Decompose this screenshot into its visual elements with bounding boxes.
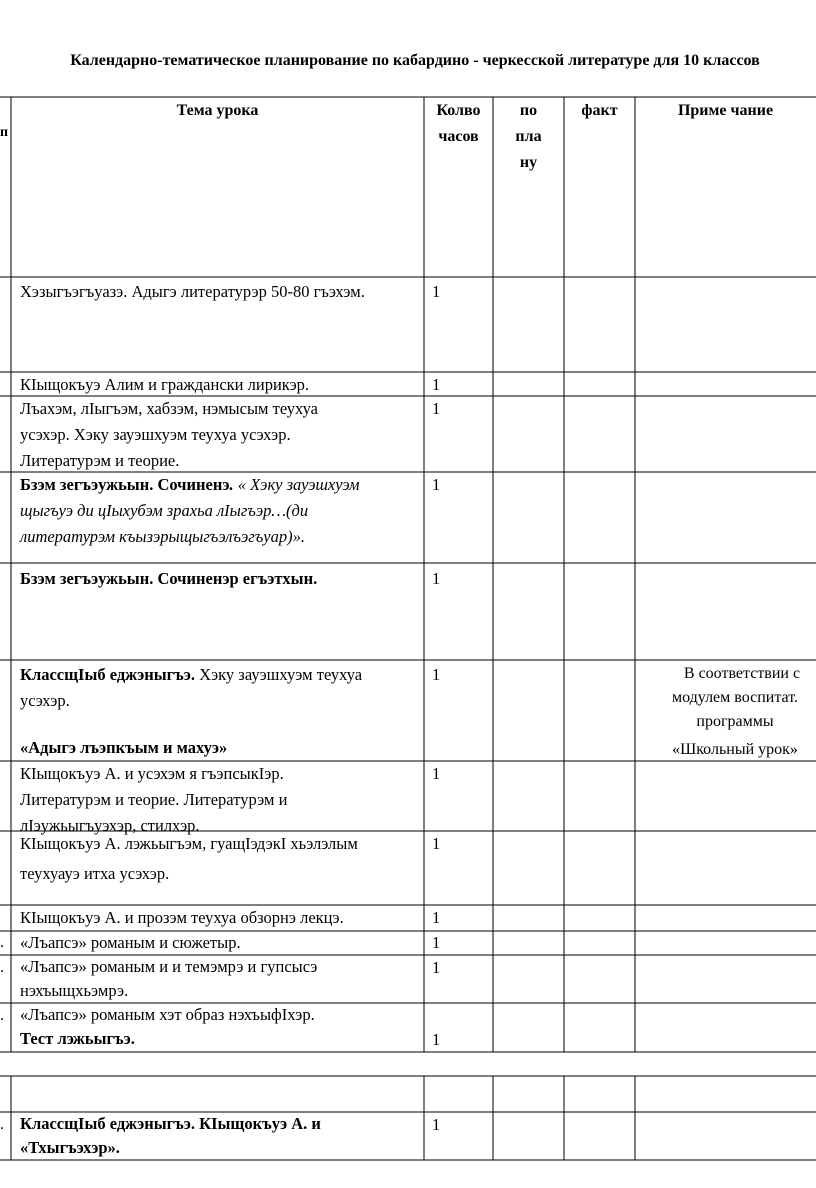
table-row-hours: 1 bbox=[432, 933, 441, 952]
table-row-hours: 1 bbox=[432, 764, 441, 783]
note-line: «Школьный урок» bbox=[672, 741, 798, 758]
topic-line: «Лъапсэ» романым хэт образ нэхъыфIхэр. bbox=[20, 1005, 315, 1024]
topic-italic: литературэм къызэрыщыгъэлъэгъуар)». bbox=[20, 527, 305, 546]
table-row-hours: 1 bbox=[432, 282, 441, 301]
topic-line: Литературэм и теорие. bbox=[20, 451, 180, 470]
table-row-hours: 1 bbox=[432, 375, 441, 394]
topic-line: нэхъыщхьэмрэ. bbox=[20, 981, 129, 1000]
table-row-topic bbox=[20, 396, 318, 474]
topic-line: КлассщIыб еджэныгъэ. КIыщокъуэ А. и bbox=[20, 1114, 321, 1133]
table-row-hours: 1 bbox=[432, 1115, 441, 1134]
table-row-topic bbox=[20, 955, 317, 1003]
topic-line: «Тхыгъэхэр». bbox=[20, 1138, 120, 1157]
table-row-topic bbox=[20, 1112, 321, 1160]
table-row-topic bbox=[20, 761, 287, 839]
table-row-num: . bbox=[0, 959, 4, 976]
header-plan-line2: пла bbox=[515, 128, 542, 145]
header-hours-line2: часов bbox=[438, 128, 479, 145]
topic-line: «Лъапсэ» романым и и темэмрэ и гупсысэ bbox=[20, 957, 318, 976]
topic-line: усэхэр. Хэку зауэшхуэм теухуа усэхэр. bbox=[20, 425, 291, 444]
header-note: Приме чание bbox=[677, 102, 774, 119]
note-line: В соответствии с bbox=[683, 665, 801, 682]
header-plan-line1: по bbox=[519, 102, 538, 119]
topic-line: КIыщокъуэ А. и усэхэм я гъэпсыкIэр. bbox=[20, 764, 284, 783]
table-row-topic bbox=[20, 831, 358, 887]
header-plan bbox=[493, 98, 564, 176]
topic-line: Хэку зауэшхуэм теухуа bbox=[195, 665, 363, 684]
topic-line: КIыщокъуэ А. лэжьыгъэм, гуащIэдэкI хьэлэлым bbox=[20, 834, 358, 853]
table-row-topic bbox=[20, 1003, 315, 1051]
table-row-num: . bbox=[0, 1116, 4, 1133]
topic-line: Литературэм и теорие. Литературэм и bbox=[20, 790, 288, 809]
page-title: Календарно-тематическое планирование по кабардино - черкесской литературе для 10 классов bbox=[70, 52, 760, 69]
table-row-hours: 1 bbox=[432, 665, 441, 684]
topic-bold: КлассщIыб еджэныгъэ. bbox=[20, 665, 196, 684]
table-row-topic: КIыщокъуэ Алим и граждански лирикэр. bbox=[20, 375, 310, 394]
table-row-hours: 1 bbox=[432, 399, 441, 418]
topic-line: лIэужьыгъуэхэр, стилхэр. bbox=[20, 816, 200, 835]
table-row-topic: Бзэм зегъэужьын. Сочиненэ. « Хэку зауэшхуэм щыгъуэ ди цIыхубэм зрахьа лIыгъэр…(ди литературэм къызэрыщыгъэлъэгъуар)». bbox=[20, 472, 360, 550]
topic-bold: Бзэм зегъэужьын. Сочиненэ bbox=[20, 475, 230, 494]
table-row-hours: 1 bbox=[432, 1030, 441, 1049]
topic-line: теухуауэ итха усэхэр. bbox=[20, 864, 170, 883]
table-row-hours: 1 bbox=[432, 908, 441, 927]
table-row-hours: 1 bbox=[432, 958, 441, 977]
note-line: модулем воспитат. bbox=[671, 689, 799, 706]
topic-italic: щыгъуэ ди цIыхубэм зрахьа лIыгъэр…(ди bbox=[20, 501, 309, 520]
table-row-hours: 1 bbox=[432, 475, 441, 494]
header-hours bbox=[424, 98, 493, 150]
header-fact: факт bbox=[581, 102, 618, 119]
table-row-hours: 1 bbox=[432, 569, 441, 588]
table-row-hours: 1 bbox=[432, 834, 441, 853]
header-plan-line3: ну bbox=[519, 154, 538, 171]
topic-bold: Тест лэжьыгъэ. bbox=[20, 1029, 135, 1048]
header-num-fragment: п bbox=[0, 125, 9, 140]
table-row-num: . bbox=[0, 1007, 4, 1024]
topic-line: Лъахэм, лIыгъэм, хабзэм, нэмысым теухуа bbox=[20, 399, 318, 418]
topic-bold: «Адыгэ лъэпкъым и махуэ» bbox=[20, 738, 228, 757]
table-row-topic: Бзэм зегъэужьын. Сочиненэр егъэтхын. bbox=[20, 569, 318, 588]
table-row-topic bbox=[20, 662, 362, 714]
topic-italic: « Хэку зауэшхуэм bbox=[237, 475, 360, 494]
table-row-topic: «Лъапсэ» романым и сюжетыр. bbox=[20, 933, 241, 952]
table-row-topic: КIыщокъуэ А. и прозэм теухуа обзорнэ лекцэ. bbox=[20, 908, 344, 927]
header-topic: Тема урока bbox=[176, 102, 259, 119]
header-hours-line1: Колво bbox=[436, 102, 481, 119]
table-row-topic: Хэзыгъэгъуазэ. Адыгэ литературэр 50-80 гъэхэм. bbox=[20, 282, 365, 301]
note-line: программы bbox=[696, 713, 774, 730]
table-row-num: . bbox=[0, 934, 4, 951]
table-row-note bbox=[640, 662, 816, 762]
topic-line: усэхэр. bbox=[20, 691, 70, 710]
